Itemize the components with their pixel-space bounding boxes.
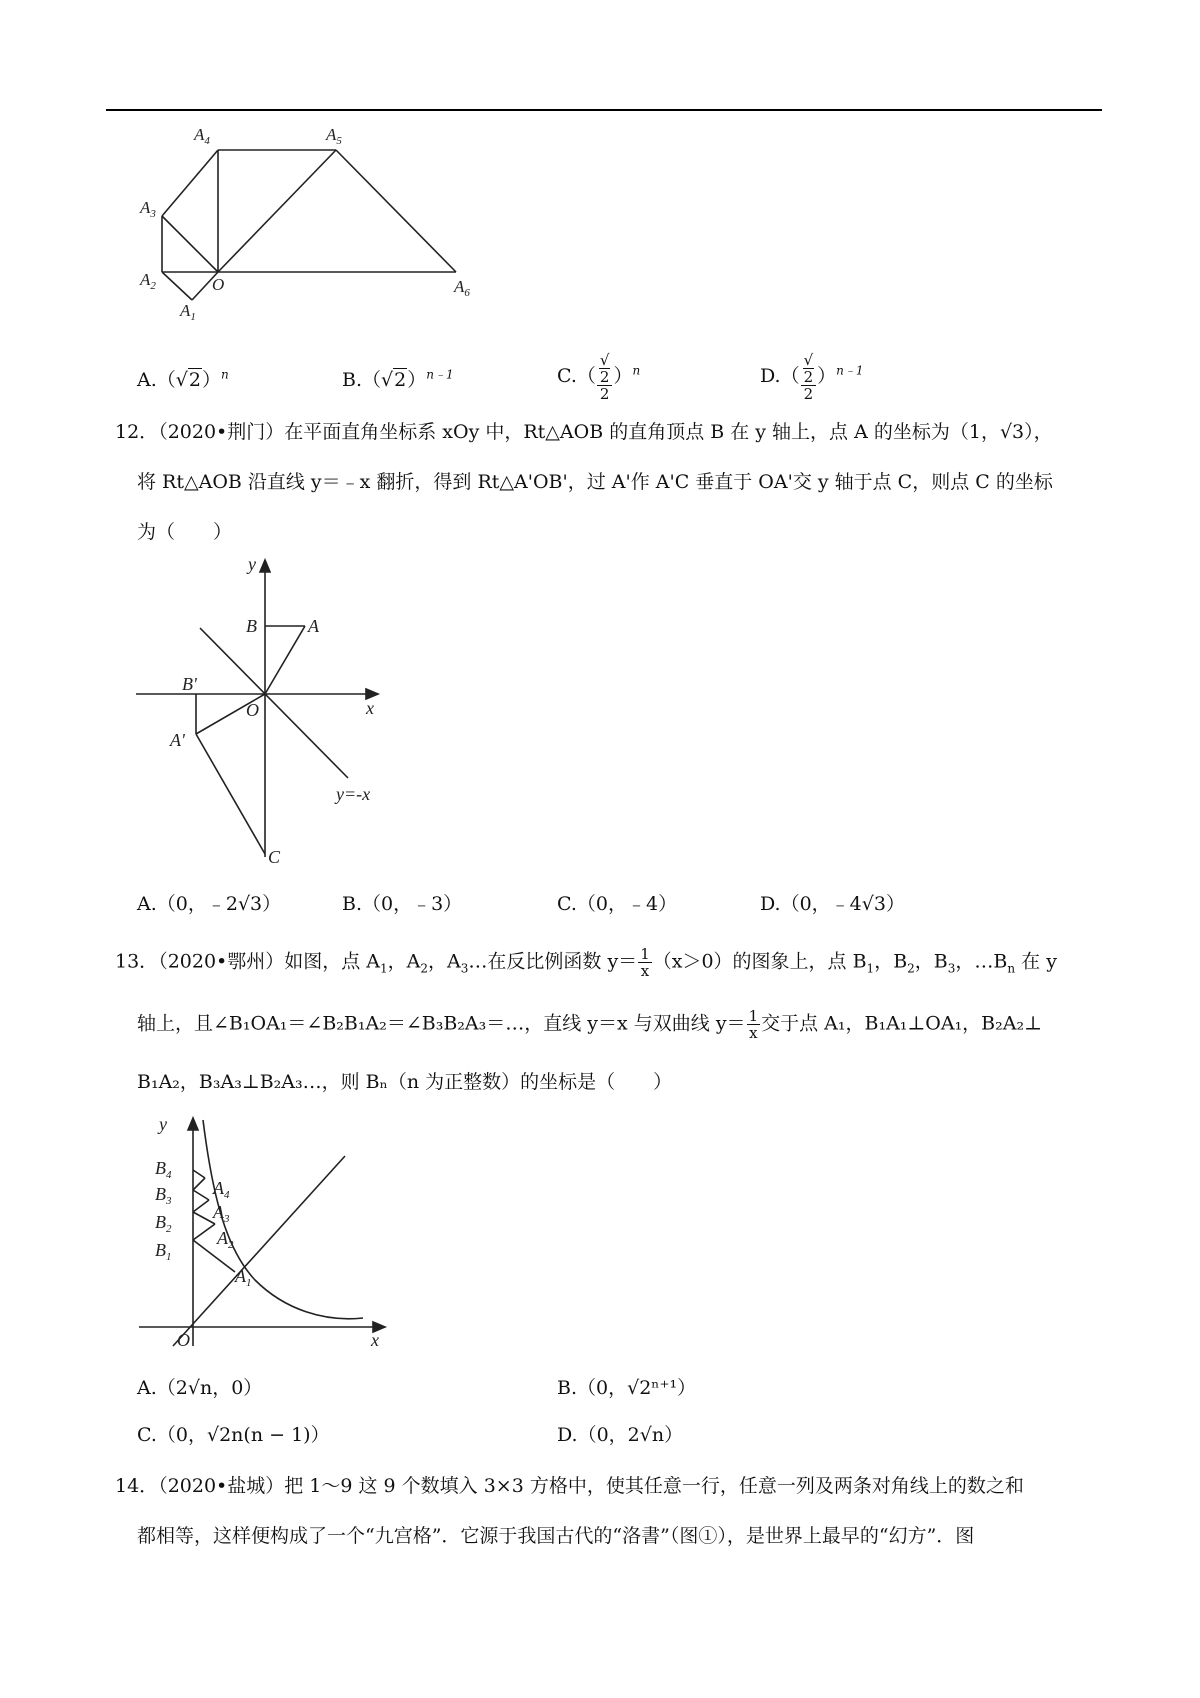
q12-option-b: B.（0，﹣3） [342, 893, 463, 915]
label-a5: $A_5$ [326, 125, 342, 147]
q13-label-x: x [371, 1330, 379, 1350]
q12-label-line: y=-x [336, 784, 371, 804]
q13-label-a2: $A_2$ [217, 1228, 234, 1251]
label-a4: $A_4$ [194, 125, 210, 147]
q13-option-c: C.（0，√2n(n − 1)） [137, 1424, 330, 1446]
label-a1: $A_1$ [180, 301, 196, 323]
q12-line1: 12．（2020•荆门）在平面直角坐标系 xOy 中，Rt△AOB 的直角顶点 B 在 y 轴上，点 A 的坐标为（1，√3）， [115, 421, 1053, 443]
q12-option-d: D.（0，﹣4√3） [760, 893, 905, 915]
q13-label-a4: $A_4$ [213, 1178, 230, 1201]
q12-option-c: C.（0，﹣4） [557, 893, 678, 915]
q12-label-y: y [248, 554, 256, 574]
q11-option-d: D.（ √ 2 2 ）$^{n﹣1}$ [760, 351, 864, 403]
q12-label-bprime: B' [182, 674, 197, 694]
q13-line3: B₁A₂，B₃A₃⊥B₂A₃…，则 Bₙ（n 为正整数）的坐标是（ ） [137, 1071, 673, 1093]
figure-q11 [130, 120, 490, 330]
label-o: O [212, 275, 225, 294]
figure-q12 [130, 552, 400, 872]
q12-label-c: C [268, 847, 281, 867]
q14-line2: 都相等，这样便构成了一个“九宫格”．它源于我国古代的“洛書”（图①），是世界上最早的“幻方”．图 [137, 1525, 975, 1547]
q13-label-a3: $A_3$ [213, 1202, 230, 1225]
q13-line1: 13．（2020•鄂州）如图，点 $A_1$，$A_2$，$A_3\dots$在反比例函数 y＝ $\frac{1}{x}$ （x＞0）的图象上，点 $B_1$，$B_2$，$B_3$，$\dots B_n$ 在 y [115, 945, 1057, 980]
q12-label-x: x [366, 698, 374, 718]
q12-label-a: A [308, 616, 319, 636]
q11-option-c: C.（ √ 2 2 ）$^n$ [557, 351, 641, 403]
header-rule [106, 109, 1102, 111]
q13-line2: 轴上，且∠B₁OA₁＝∠B₂B₁A₂＝∠B₃B₂A₃＝…，直线 y＝x 与双曲线 y＝ $\frac{1}{x}$ 交于点 A₁，B₁A₁⊥OA₁，B₂A₂⊥ [137, 1007, 1042, 1042]
q13-option-d: D.（0，2√n） [557, 1424, 684, 1446]
q14-line1: 14．（2020•盐城）把 1～9 这 9 个数填入 3×3 方格中，使其任意一行，任意一列及两条对角线上的数之和 [115, 1475, 1024, 1497]
q13-label-o: O [177, 1330, 190, 1350]
q12-option-a: A.（0，﹣2√3） [137, 893, 282, 915]
q11-option-a: $A.(√2)^n$ [137, 367, 229, 391]
q13-label-a1: $A_1$ [235, 1266, 252, 1289]
q12-label-o: O [246, 700, 259, 720]
q12-label-b: B [246, 616, 257, 636]
q12-line3: 为（ ） [137, 521, 233, 543]
q13-label-b3: $B_3$ [155, 1184, 172, 1207]
q13-option-a: A.（2√n，0） [137, 1377, 263, 1399]
q13-label-y: y [159, 1114, 167, 1134]
label-a3: $A_3$ [140, 198, 156, 220]
q12-line2: 将 Rt△AOB 沿直线 y＝﹣x 翻折，得到 Rt△A'OB'，过 A'作 A'C 垂直于 OA'交 y 轴于点 C，则点 C 的坐标 [137, 471, 1053, 493]
q13-label-b4: $B_4$ [155, 1158, 172, 1181]
q13-label-b1: $B_1$ [155, 1240, 172, 1263]
figure-q13 [135, 1110, 395, 1350]
label-a2: $A_2$ [140, 270, 156, 292]
q13-label-b2: $B_2$ [155, 1212, 172, 1235]
label-a6: $A_6$ [454, 277, 470, 299]
q13-option-b: B.（0，√2ⁿ⁺¹） [557, 1377, 697, 1399]
q12-label-aprime: A' [170, 730, 185, 750]
q11-option-b: $B.(√2)^{n﹣1}$ [342, 367, 454, 391]
